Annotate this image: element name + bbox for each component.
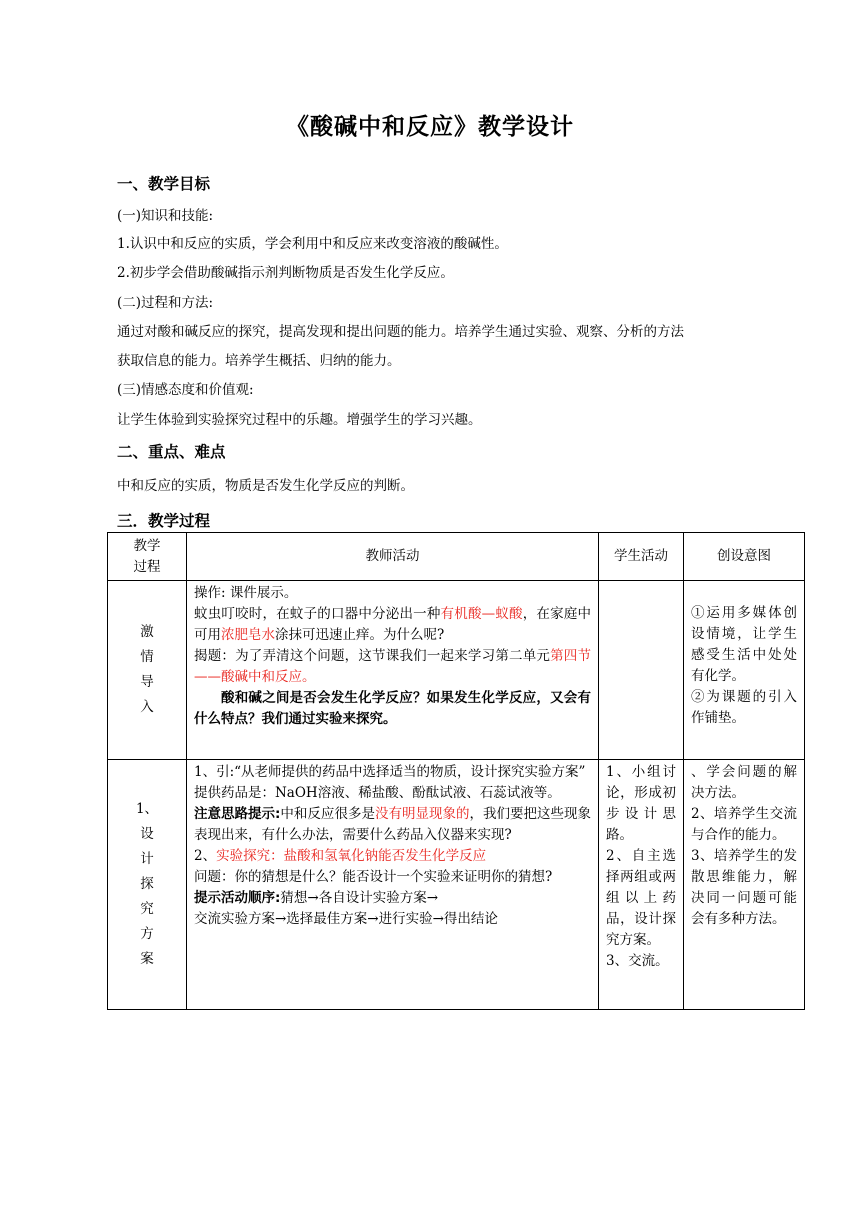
activity-order-hint: 提示活动顺序:猜想→各自设计实验方案→ (194, 890, 439, 906)
intent-plan-item-3: 3、培养学生的发散思维能力，解决同一问题可能会有多种方法。 (691, 848, 797, 927)
attitude-item: 让学生体验到实验探究过程中的乐趣。增强学生的学习兴趣。 (117, 412, 482, 428)
formic-acid-highlight: 有机酸—蚁酸 (440, 606, 523, 622)
objective-item-1: 1.认识中和反应的实质，学会利用中和反应来改变溶液的酸碱性。 (117, 236, 508, 252)
key-points-text: 中和反应的实质，物质是否发生化学反应的判断。 (117, 478, 414, 494)
process-paragraph-line-1: 通过对酸和碱反应的探究，提高发现和提出问题的能力。培养学生通过实验、观察、分析的方法 (117, 324, 684, 340)
intent-item-2: ②为课题的引入作铺垫。 (691, 689, 797, 726)
intent-item-1: ①运用多媒体创设情境，让学生感受生活中处处有化学。 (691, 605, 797, 684)
experiment-highlight: 实验探究：盐酸和氢氧化钠能否发生化学反应 (216, 848, 487, 864)
header-design-intent: 创设意图 (684, 533, 805, 581)
objective-item-2: 2.初步学会借助酸碱指示剂判断物质是否发生化学反应。 (117, 265, 454, 281)
process-paragraph-line-2: 获取信息的能力。培养学生概括、归纳的能力。 (117, 353, 401, 369)
stage-introduction: 激 情 导 入 (108, 581, 187, 760)
student-item-3: 3、交流。 (606, 953, 669, 969)
stage-design-plan: 1、 设 计 探 究 方 案 (108, 760, 187, 1010)
topic-paragraph: 揭题：为了弄清这个问题，这节课我们一起来学习第二单元第四节——酸碱中和反应。 (194, 648, 592, 685)
guide-instruction: 1、引:“从老师提供的药品中选择适当的物质，设计探究实验方案” (194, 764, 586, 780)
subheading-attitude: (三)情感态度和价值观: (117, 382, 254, 398)
student-item-1: 1、小组讨论，形成初步设计思路。 (606, 764, 676, 843)
reagent-list: 提供药品是：NaOH溶液、稀盐酸、酚酞试液、石蕊试液等。 (194, 785, 561, 801)
section-heading-objectives: 一、教学目标 (117, 175, 211, 193)
section-heading-key-points: 二、重点、难点 (117, 443, 226, 461)
section-heading-process: 三．教学过程 (117, 512, 211, 530)
experiment-inquiry: 2、实验探究：盐酸和氢氧化钠能否发生化学反应 (194, 848, 487, 864)
intent-plan-item-1: 、学会问题的解决方法。 (691, 764, 797, 801)
teacher-activity-introduction (187, 581, 599, 760)
lesson-title-highlight: 第四节——酸碱中和反应。 (194, 648, 592, 685)
thinking-hint: 注意思路提示:中和反应很多是没有明显现象的，我们要把这些现象表现出来，有什么办法，需要什么药品入仪器来实现? (194, 806, 592, 843)
no-obvious-phenomenon-highlight: 没有明显现象的 (374, 806, 470, 822)
subheading-process: (二)过程和方法: (117, 295, 214, 311)
header-stage: 教学 过程 (108, 533, 187, 581)
header-student-activity: 学生活动 (599, 533, 684, 581)
design-intent-introduction (684, 581, 805, 760)
student-activity-design-plan (599, 760, 684, 1010)
inquiry-question: 酸和碱之间是否会发生化学反应？如果发生化学反应，又会有什么特点？我们通过实验来探究。 (194, 690, 591, 727)
mosquito-paragraph: 蚊虫叮咬时，在蚊子的口器中分泌出一种有机酸—蚁酸，在家庭中可用浓肥皂水涂抹可迅速止痒。为什么呢? (194, 606, 592, 643)
activity-order-continued: 交流实验方案→选择最佳方案→进行实验→得出结论 (194, 911, 498, 927)
table-row-design-plan (108, 760, 805, 1010)
intent-plan-item-2: 2、培养学生交流与合作的能力。 (691, 806, 797, 843)
operation-text: 操作: 课件展示。 (194, 585, 298, 601)
student-item-2: 2、自主选择两组或两组以上药品，设计探究方案。 (606, 848, 676, 948)
subheading-knowledge: (一)知识和技能: (117, 208, 214, 224)
soap-water-highlight: 浓肥皂水 (221, 627, 275, 643)
table-row-introduction (108, 581, 805, 760)
design-intent-design-plan (684, 760, 805, 1010)
guess-question: 问题：你的猜想是什么？能否设计一个实验来证明你的猜想? (194, 869, 553, 885)
header-teacher-activity: 教师活动 (187, 533, 599, 581)
student-activity-introduction (599, 581, 684, 760)
teaching-process-table (107, 532, 805, 1010)
teacher-activity-design-plan (187, 760, 599, 1010)
table-header-row (108, 533, 805, 581)
document-title: 《酸碱中和反应》教学设计 (286, 114, 574, 140)
